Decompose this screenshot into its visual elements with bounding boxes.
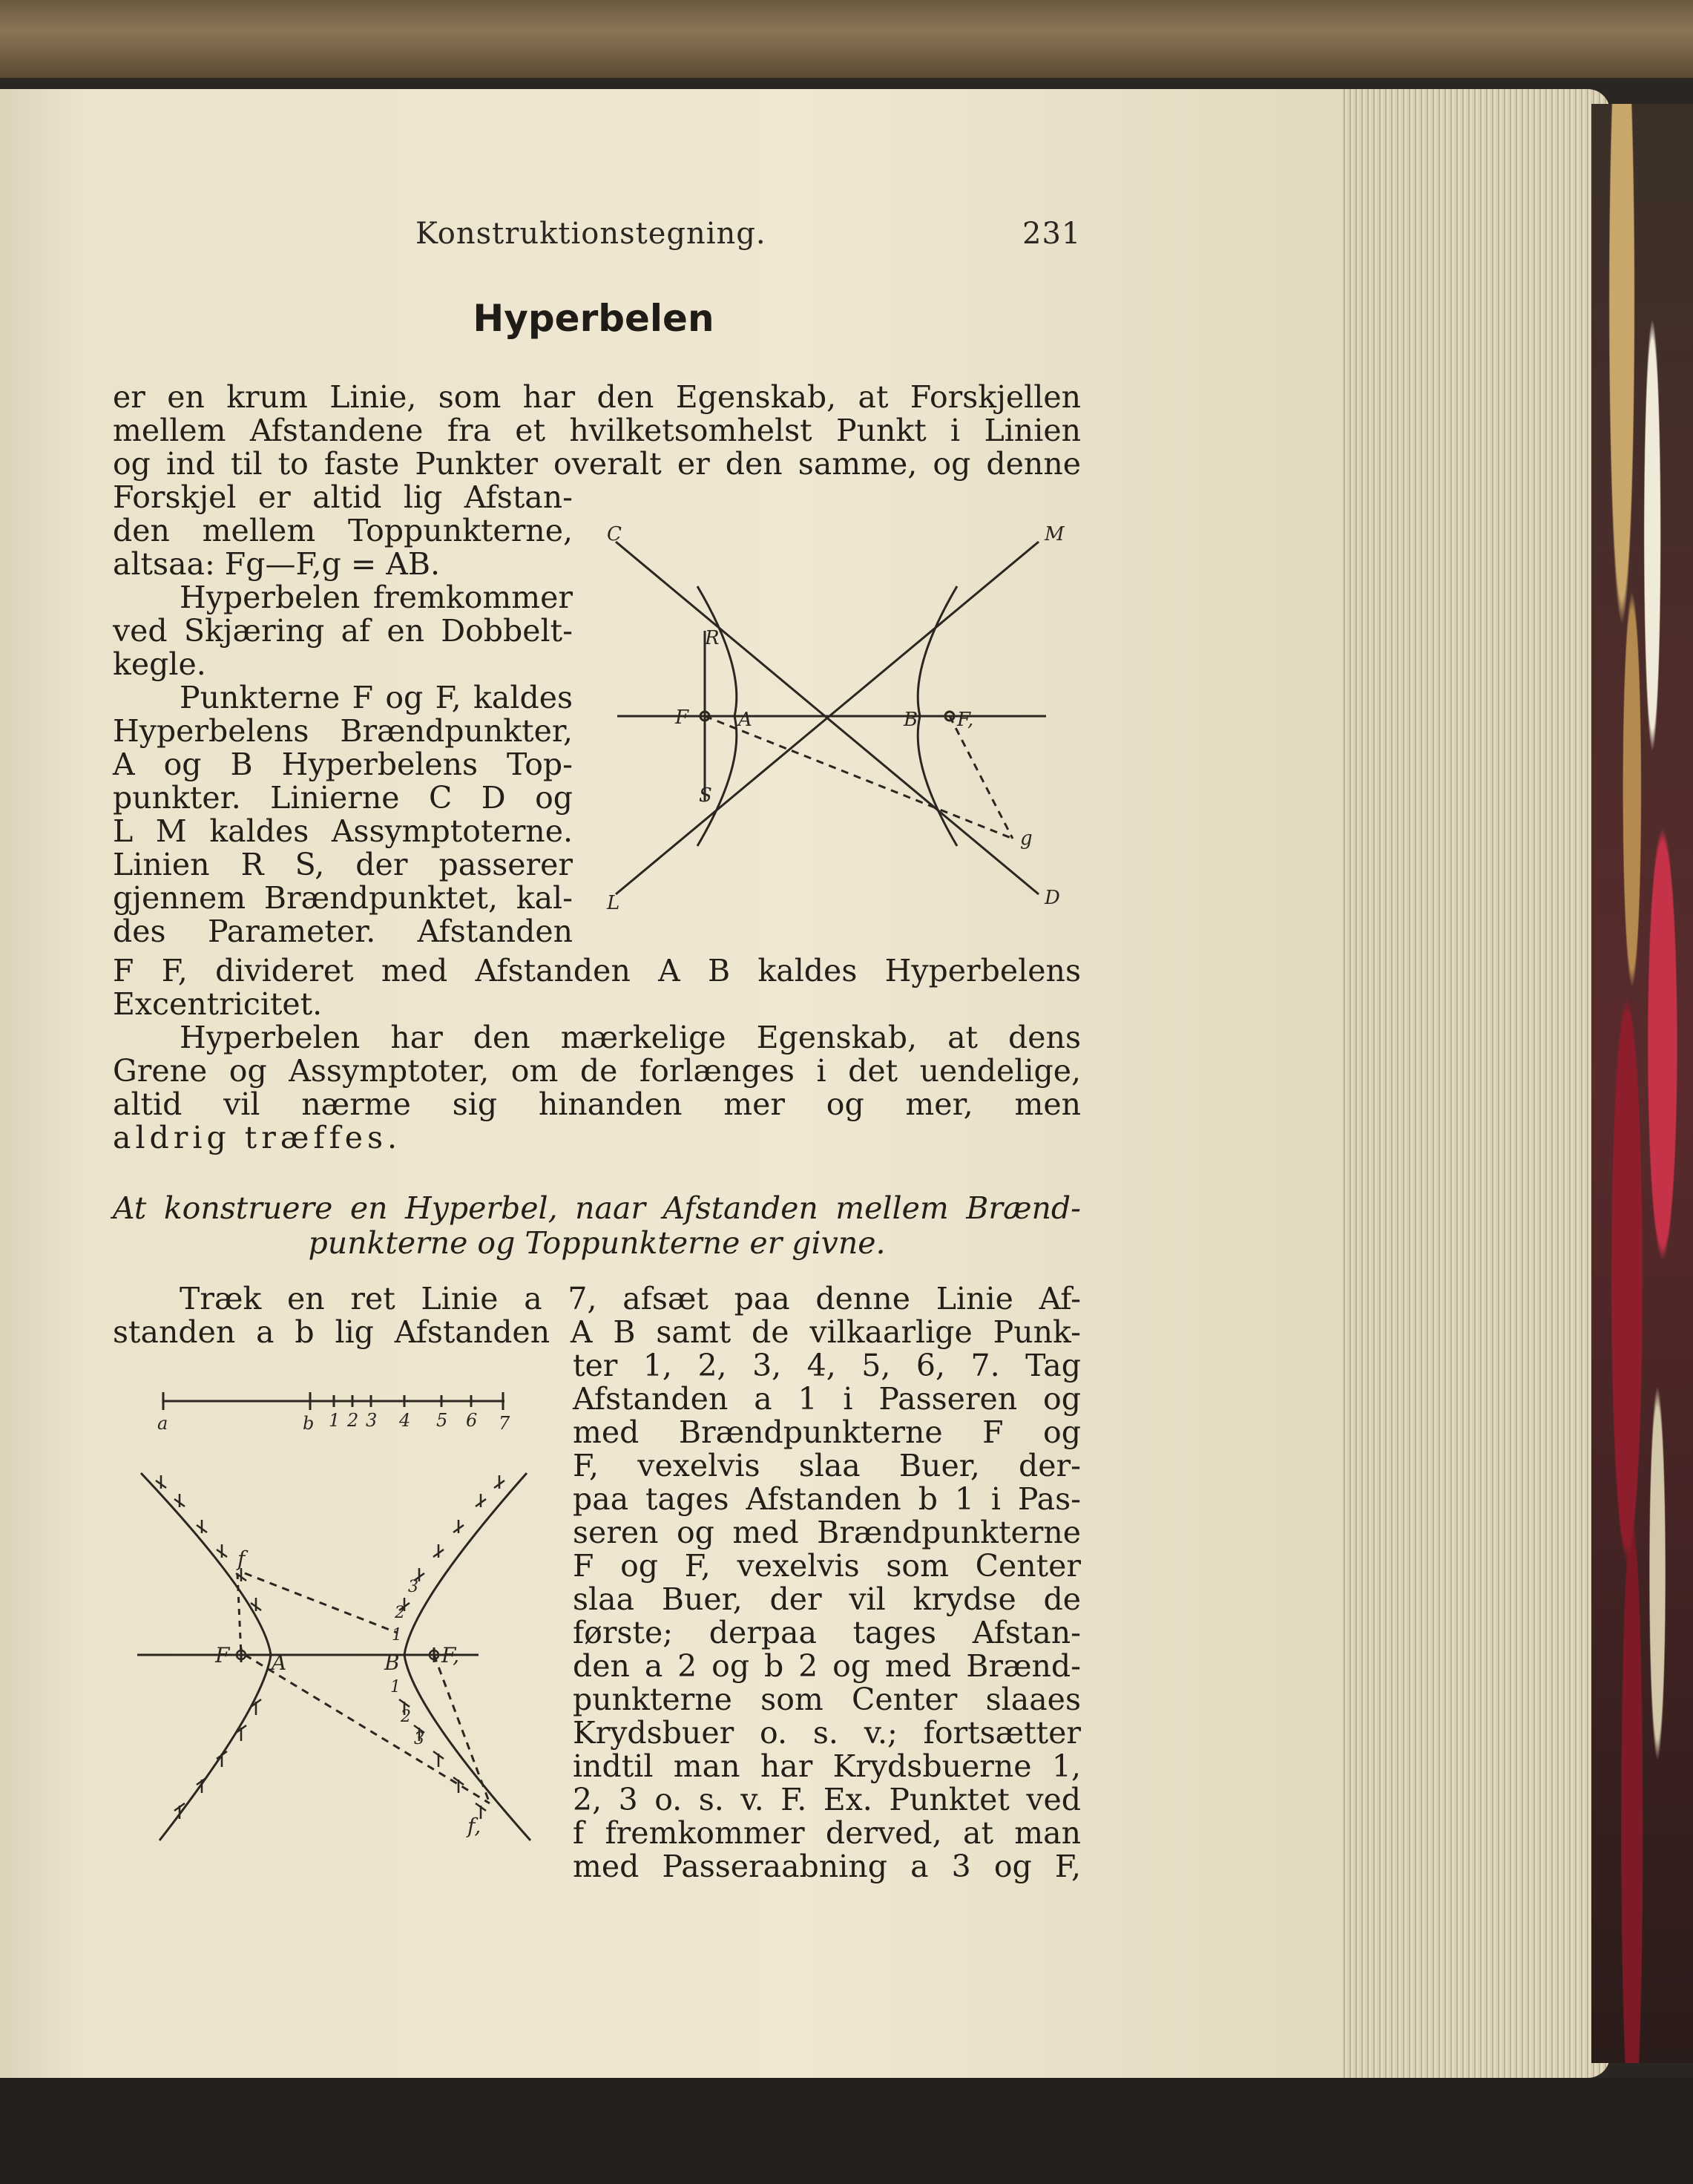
text-line: er en krum Linie, som har den Egenskab, at Forskjellen: [113, 379, 1081, 415]
text-line: L M kaldes Assymptoterne.: [113, 813, 573, 849]
label-s: S: [699, 784, 712, 807]
text-line: med Passeraabning a 3 og F,: [573, 1849, 1081, 1884]
scale-label-7: 7: [499, 1413, 510, 1434]
text-line: Hyperbelen fremkommer: [180, 580, 573, 615]
section-heading: Hyperbelen: [473, 297, 714, 340]
text-line: første; derpaa tages Afstan-: [573, 1615, 1081, 1650]
construction-scale: [156, 1386, 512, 1438]
scale-label-b: b: [303, 1413, 315, 1434]
text-line: den mellem Toppunkterne,: [113, 513, 573, 548]
text-line: indtil man har Krydsbuerne 1,: [573, 1748, 1081, 1784]
text-line: 2, 3 o. s. v. F. Ex. Punktet ved: [573, 1782, 1081, 1817]
text-line: Forskjel er altid lig Afstan-: [113, 479, 573, 515]
text-line: Krydsbuer o. s. v.; fortsætter: [573, 1715, 1081, 1751]
scale-label-a: a: [157, 1413, 168, 1434]
text-line: Grene og Assymptoter, om de forlænges i det uendelige,: [113, 1053, 1081, 1089]
text-line: F, vexelvis slaa Buer, der-: [573, 1448, 1081, 1483]
scale-label-1: 1: [329, 1410, 341, 1431]
label-c: C: [607, 523, 622, 545]
subheading-line: At konstruere en Hyperbel, naar Afstanden mellem Brænd-: [113, 1190, 1081, 1226]
text-line: des Parameter. Afstanden: [113, 914, 573, 949]
text-line: Excentricitet.: [113, 986, 323, 1022]
text-line: Hyperbelens Brændpunkter,: [113, 713, 573, 749]
label-n2: 2: [395, 1604, 405, 1622]
text-line: seren og med Brændpunkterne: [573, 1515, 1081, 1550]
label-F1: F,: [441, 1643, 459, 1667]
text-line: Punkterne F og F, kaldes: [180, 680, 573, 715]
label-f-left: F: [675, 706, 689, 729]
text-line: og ind til to faste Punkter overalt er den samme, og denne: [113, 446, 1081, 482]
label-a: A: [738, 709, 752, 731]
label-d: D: [1045, 887, 1060, 909]
label-F: F: [215, 1643, 230, 1667]
label-b: B: [904, 709, 918, 731]
subheading-line: punkterne og Toppunkterne er givne.: [308, 1225, 886, 1261]
label-l: L: [607, 892, 620, 914]
scale-label-2: 2: [347, 1410, 359, 1431]
text-line: punkterne som Center slaaes: [573, 1682, 1081, 1717]
text-line: f fremkommer derved, at man: [573, 1815, 1081, 1851]
label-g: g: [1020, 827, 1033, 850]
label-f-right: F,: [957, 709, 974, 731]
page-edges: [1335, 89, 1610, 2078]
scale-label-3: 3: [366, 1410, 378, 1431]
text-line: standen a b lig Afstanden A B samt de vilkaarlige Punk-: [113, 1314, 1081, 1350]
bottom-shadow: [0, 2078, 1693, 2184]
hyperbola-figure: [601, 519, 1091, 935]
scale-label-5: 5: [436, 1410, 448, 1431]
text-line: Hyperbelen har den mærkelige Egenskab, at dens: [180, 1020, 1081, 1055]
text-line: F og F, vexelvis som Center: [573, 1548, 1081, 1584]
label-m3: 3: [414, 1730, 424, 1748]
book-cover-cloth: [0, 0, 1693, 78]
text-line: Afstanden a 1 i Passeren og: [573, 1381, 1081, 1417]
text-line: altsaa: Fg—F,g = AB.: [113, 546, 441, 582]
focal-radius-fg: [705, 716, 1013, 839]
text-line: Linien R S, der passerer: [113, 847, 573, 882]
construction-figure: [126, 1455, 549, 1863]
label-m2: 2: [401, 1708, 411, 1726]
label-m1: 1: [390, 1678, 401, 1696]
text-line: Træk en ret Linie a 7, afsæt paa denne Linie Af-: [180, 1281, 1081, 1316]
text-line: punkter. Linierne C D og: [113, 780, 573, 816]
scale-label-4: 4: [399, 1410, 411, 1431]
text-line: mellem Afstandene fra et hvilketsomhelst Punkt i Linien: [113, 413, 1081, 448]
label-f: f: [237, 1547, 246, 1571]
marbled-cover: [1591, 104, 1693, 2063]
text-line: slaa Buer, der vil krydse de: [573, 1581, 1081, 1617]
scale-label-6: 6: [466, 1410, 478, 1431]
text-line: kegle.: [113, 646, 206, 682]
text-line: ved Skjæring af en Dobbelt-: [113, 613, 573, 649]
label-f1: f,: [467, 1814, 481, 1838]
label-r: R: [705, 627, 720, 649]
text-line: aldrig træffes.: [113, 1120, 402, 1155]
running-title: Konstruktionstegning.: [415, 217, 766, 251]
text-line: altid vil nærme sig hinanden mer og mer, men: [113, 1086, 1081, 1122]
text-line: F F, divideret med Afstanden A B kaldes Hyperbelens: [113, 953, 1081, 988]
label-B: B: [384, 1650, 400, 1675]
label-A: A: [272, 1650, 287, 1675]
label-n1: 1: [392, 1626, 402, 1644]
focal-radius-f1g: [950, 716, 1013, 839]
page-number: 231: [1022, 217, 1082, 251]
label-m: M: [1045, 523, 1065, 545]
text-line: med Brændpunkterne F og: [573, 1414, 1081, 1450]
text-line: den a 2 og b 2 og med Brænd-: [573, 1648, 1081, 1684]
text-line: A og B Hyperbelens Top-: [113, 747, 573, 782]
text-line: paa tages Afstanden b 1 i Pas-: [573, 1481, 1081, 1517]
text-line: gjennem Brændpunktet, kal-: [113, 880, 573, 916]
label-n3: 3: [408, 1578, 418, 1596]
text-line: ter 1, 2, 3, 4, 5, 6, 7. Tag: [573, 1348, 1081, 1383]
